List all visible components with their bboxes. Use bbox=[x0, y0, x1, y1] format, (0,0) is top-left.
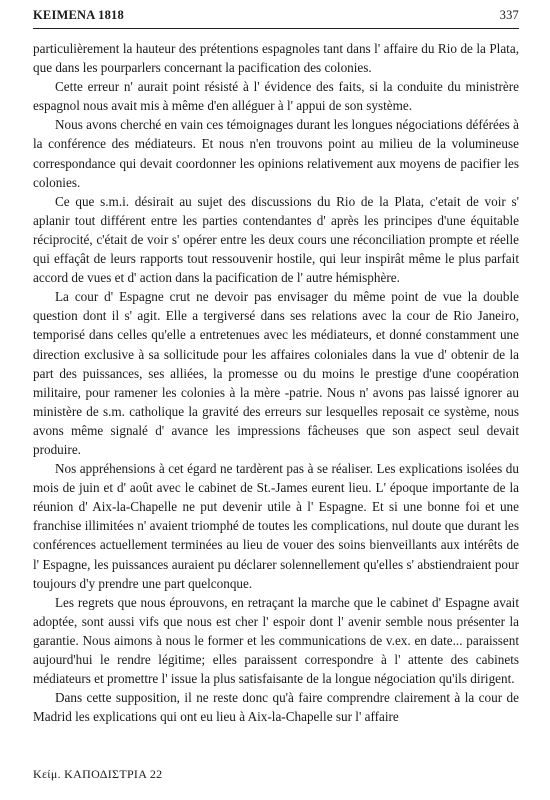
paragraph: Cette erreur n' aurait point résisté à l' évidence des faits, si la conduite du ministrère espagnol nous avait mis à même d'en alléguer à l' appui de son système. bbox=[33, 79, 519, 114]
body-text bbox=[33, 39, 519, 726]
paragraph: particulièrement la hauteur des prétentions espagnoles tant dans l' affaire du Rio de la Plata, que dans les pourparlers concernant la pacification des colonies. bbox=[33, 41, 519, 76]
paragraph: Nous avons cherché en vain ces témoignages durant les longues négociations déférées à la conférence des médiateurs. Et nous n'en trouvons point au milieu de la volumineuse correspondance qui devait coordonner les opinions relativement aux moyens de pacifier les colonies. bbox=[33, 117, 519, 190]
header-rule bbox=[33, 28, 519, 29]
page-number: 337 bbox=[499, 8, 519, 22]
paragraph: Les regrets que nous éprouvons, en retraçant la marche que le cabinet d' Espagne avait adoptée, sont aussi vifs que nous est cher l' espoir dont l' avenir semble nous présenter la garantie. Nous aimons à nous le former et les communications de v.ex. en date... paraissent aujourd'hui le rendre légitime; elles paraissent correspondre à l' attente des cabinets médiateurs et promettre l' issue la plus satisfaisante de la longue négociation qu'ils dirigent. bbox=[33, 594, 519, 687]
paragraph: Ce que s.m.i. désirait au sujet des discussions du Rio de la Plata, c'etait de voir s' aplanir tout différent entre les parties contendantes d' après les principes d'une équitable réciprocité, c'était de voir s' opérer entre les deux cours une réconciliation prompte et réelle qui effaçât de leurs rapports tout ressouvenir hostile, qui leur inspirât même le plus parfait accord de vues et d' action dans la pacification de l' autre hémisphère. bbox=[33, 193, 519, 286]
paragraph: Dans cette supposition, il ne reste donc qu'à faire comprendre clairement à la cour de Madrid les explications qui ont eu lieu à Aix-la-Chapelle sur l' affaire bbox=[33, 690, 519, 725]
signature-mark: Κείμ. ΚΑΠΟΔΙΣΤΡΙΑ 22 bbox=[33, 767, 163, 781]
paragraph: Nos appréhensions à cet égard ne tardèrent pas à se réaliser. Les explications isolées du mois de juin et d' août avec le cabinet de St.-James eurent lieu. L' époque importante de la réunion d' Aix-la-Chapelle ne put devenir utile à l' Espagne. Et si une bonne foi et une franchise illimitées n' avaient triomphé de toutes les complications, nul doute que durant les conférences actuellement terminées au lieu de vouer des soins bienveillants aux intérêts de l' Espagne, les puissances auraient pu déclarer solennellement qu'elles s' abstiendraient pour toujours d'y prendre une part quelconque. bbox=[33, 461, 519, 591]
running-title: ΚΕΙΜΕΝΑ 1818 bbox=[33, 8, 124, 22]
paragraph: La cour d' Espagne crut ne devoir pas envisager du même point de vue la double question dont il s' agit. Elle a tergiversé dans ses relations avec la cour de Rio Janeiro, temporisé dans celles qu'elle a entretenues avec les médiateurs, et donné constamment une direction exclusive à sa sollicitude pour les affaires coloniales dans la vue d' obtenir de la part des puissances, ses alliées, la promesse ou du moins le prestige d'une coopération militaire, pour ramener les colonies à la mère -patrie. Nous n' avons pas laissé ignorer au ministère de s.m. catholique la gravité des erreurs sur lesquelles reposait ce système, nous avons même signalé d' avance les impressions fâcheuses que son aspect seul devait produire. bbox=[33, 289, 519, 457]
document-page bbox=[33, 8, 519, 792]
page-header bbox=[33, 8, 519, 26]
